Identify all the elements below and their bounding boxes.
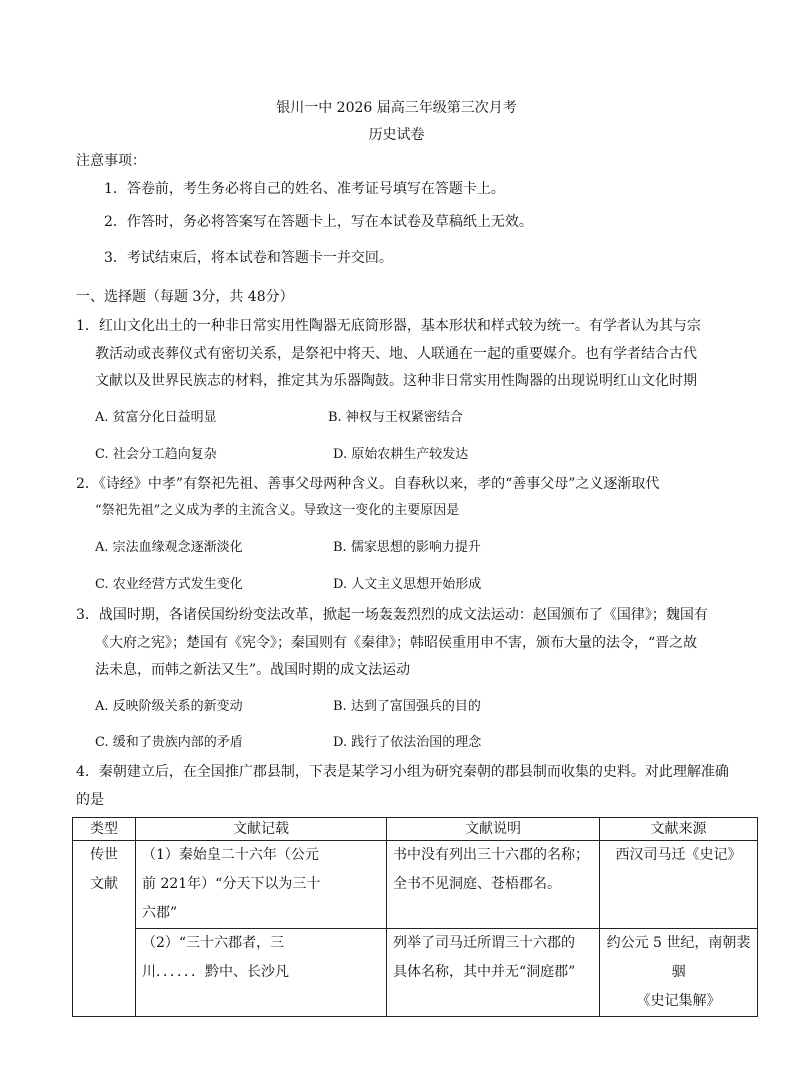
source-cell (600, 929, 758, 1017)
question-3-option-d: D. 践行了依法治国的理念 (333, 735, 482, 750)
table-row (73, 929, 758, 1017)
type-cell (73, 841, 136, 1017)
question-1-option-a: A. 贫富分化日益明显 (95, 410, 217, 425)
record-line: 前 221年）“分天下以为三十 (142, 876, 321, 892)
note-item: 2．作答时，务必将答案写在答题卡上，写在本试卷及草稿纸上无效。 (104, 214, 533, 230)
question-3-option-c: C. 缓和了贵族内部的矛盾 (95, 735, 243, 750)
description-line: 书中没有列出三十六郡的名称； (393, 847, 589, 863)
table-header: 文献来源 (600, 818, 758, 841)
source-line: 西汉司马迁《史记》 (615, 847, 742, 863)
question-4-line: 4．秦朝建立后，在全国推广郡县制，下表是某学习小组为研究秦朝的郡县制而收集的史料。对此理解准确 (76, 764, 729, 780)
record-cell (136, 841, 387, 929)
question-1-line: 文献以及世界民族志的材料，推定其为乐器陶鼓。这种非日常实用性陶器的出现说明红山文化时期 (95, 373, 697, 389)
record-cell (136, 929, 387, 1017)
note-item: 1．答卷前，考生务必将自己的姓名、准考证号填写在答题卡上。 (104, 181, 505, 197)
type-cell-text: 传世文献 (90, 847, 118, 892)
description-line: 具体名称，其中并无“洞庭郡” (393, 964, 576, 980)
question-4-line: 的是 (76, 792, 104, 808)
exam-subtitle: 历史试卷 (368, 127, 425, 143)
source-cell (600, 841, 758, 929)
source-line: 《史记集解》 (636, 993, 721, 1009)
question-1-option-b: B. 神权与王权紧密结合 (328, 410, 463, 425)
record-line: （1）秦始皇二十六年（公元 (142, 847, 319, 863)
question-1-line: 1．红山文化出土的一种非日常实用性陶器无底筒形器，基本形状和样式较为统一。有学者认为其与宗 (76, 318, 701, 334)
question-3-option-a: A. 反映阶级关系的新变动 (95, 699, 243, 714)
description-cell (387, 929, 600, 1017)
question-1-option-d: D. 原始农耕生产较发达 (333, 447, 469, 462)
section-title: 一、选择题（每题 3分，共 48分） (76, 289, 294, 305)
question-2-option-d: D. 人文主义思想开始形成 (333, 577, 482, 592)
question-3-line: 法未息，而韩之新法又生”。战国时期的成文法运动 (95, 662, 411, 678)
notes-heading: 注意事项： (76, 153, 146, 169)
question-2-line: 2．《诗经》中孝”有祭祀先祖、善事父母两种含义。自春秋以来，孝的“善事父母”之义逐渐取代 (76, 476, 660, 492)
table-row (73, 841, 758, 929)
record-line: （2）“三十六郡者，三 (142, 935, 285, 951)
note-item: 3．考试结束后，将本试卷和答题卡一并交回。 (104, 250, 393, 266)
table-header: 文献说明 (387, 818, 600, 841)
description-line: 全书不见洞庭、苍梧郡名。 (393, 876, 561, 892)
question-2-option-a: A. 宗法血缘观念逐渐淡化 (95, 540, 243, 555)
source-line: 约公元 5 世纪，南朝裴骃 (606, 935, 751, 980)
question-3-option-b: B. 达到了富国强兵的目的 (333, 699, 481, 714)
question-1-line: 教活动或丧葬仪式有密切关系，是祭祀中将天、地、人联通在一起的重要媒介。也有学者结合古代 (95, 346, 697, 362)
exam-title: 银川一中 2026 届高三年级第三次月考 (276, 100, 517, 116)
question-3-line: 《大府之宪》；楚国有《宪令》；秦国则有《秦律》；韩昭侯重用申不害，颁布大量的法令，“晋之故 (95, 635, 698, 651)
question-3-line: 3．战国时期，各诸侯国纷纷变法改革，掀起一场轰轰烈烈的成文法运动：赵国颁布了《国律》；魏国有 (76, 607, 708, 623)
description-line: 列举了司马迁所谓三十六郡的 (393, 935, 575, 951)
table-header-row (73, 818, 758, 841)
description-cell (387, 841, 600, 929)
question-2-line: “祭祀先祖”之义成为孝的主流含义。导致这一变化的主要原因是 (95, 503, 460, 518)
question-1-option-c: C. 社会分工趋向复杂 (95, 447, 217, 462)
table-header: 类型 (73, 818, 136, 841)
record-line: 六郡” (142, 905, 178, 921)
source-table (72, 817, 758, 1017)
question-2-option-c: C. 农业经营方式发生变化 (95, 577, 243, 592)
record-line: 川．．．．．．黔中、长沙凡 (142, 964, 289, 980)
question-2-option-b: B. 儒家思想的影响力提升 (333, 540, 481, 555)
table-header: 文献记载 (136, 818, 387, 841)
